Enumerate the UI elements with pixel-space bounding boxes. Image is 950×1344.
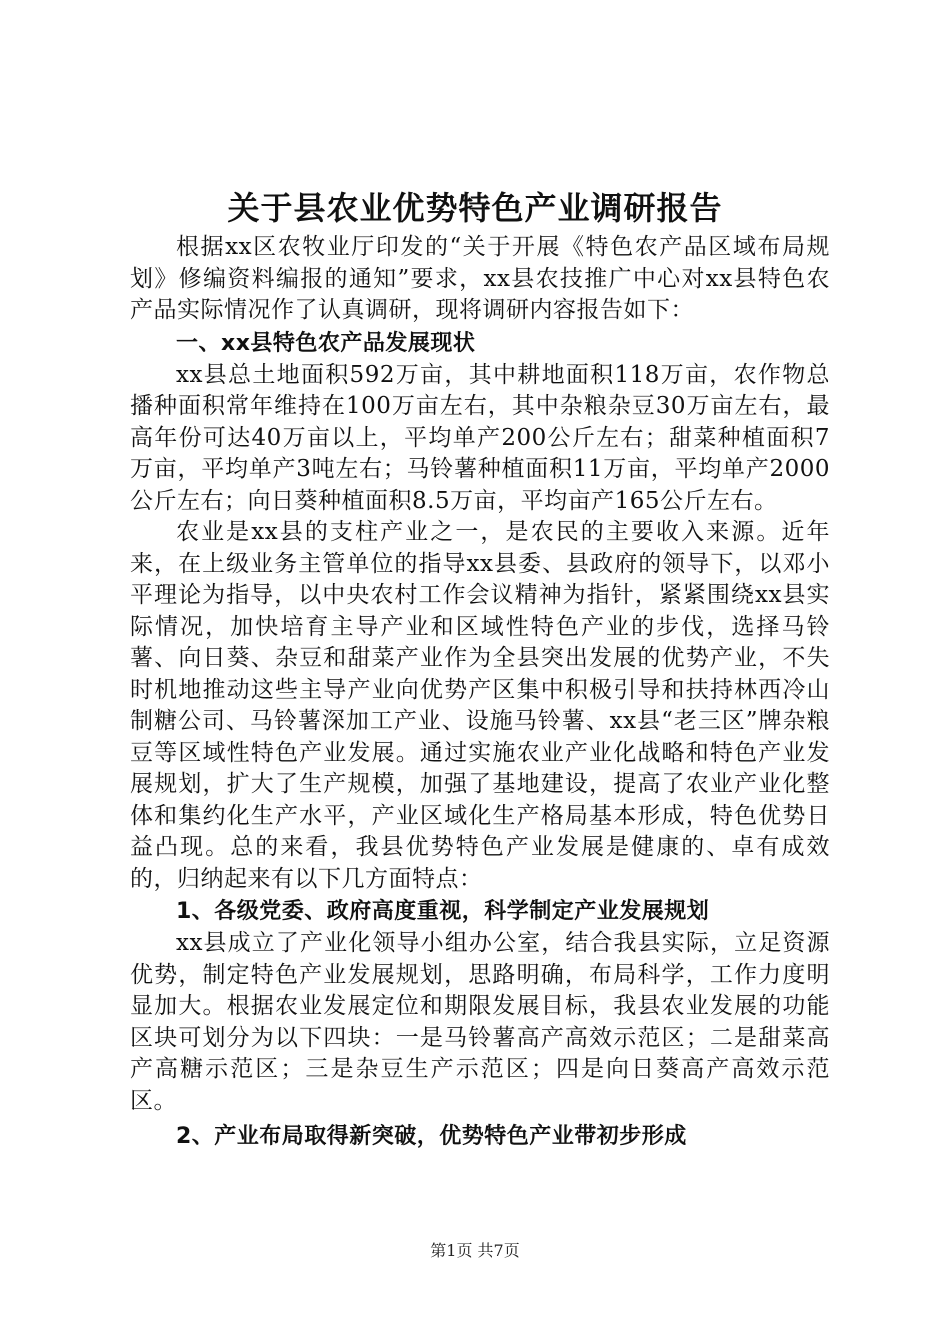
section-heading-1: 一、xx县特色农产品发展现状 — [176, 330, 476, 356]
document-title: 关于县农业优势特色产业调研报告 — [227, 189, 723, 227]
document-body — [130, 232, 830, 1153]
subsection-heading-2: 2、产业布局取得新突破，优势特色产业带初步形成 — [176, 1124, 687, 1149]
paragraph-land-area: xx县总土地面积592万亩，其中耕地面积118万亩，农作物总播种面积常年维持在100万亩左右，其中杂粮杂豆30万亩左右，最高年份可达40万亩以上，平均单产200公斤左右；甜菜种植面积7万亩，平均单产3吨左右；马铃薯种植面积11万亩，平均单产2000公斤左右；向日葵种植面积8.5万亩，平均亩产165公斤左右。 — [130, 361, 830, 514]
intro-paragraph: 根据xx区农牧业厅印发的“关于开展《特色农产品区域布局规划》修编资料编报的通知”要求，xx县农技推广中心对xx县特色农产品实际情况作了认真调研，现将调研内容报告如下： — [130, 234, 830, 323]
paragraph-pillar-industry: 农业是xx县的支柱产业之一，是农民的主要收入来源。近年来，在上级业务主管单位的指导xx县委、县政府的领导下，以邓小平理论为指导，以中央农村工作会议精神为指针，紧紧围绕xx县实际情况，加快培育主导产业和区域性特色产业的步伐，选择马铃薯、向日葵、杂豆和甜菜产业作为全县突出发展的优势产业，不失时机地推动这些主导产业向优势产区集中积极引导和扶持林西冷山制糖公司、马铃薯深加工产业、设施马铃薯、xx县“老三区”牌杂粮豆等区域性特色产业发展。通过实施农业产业化战略和特色产业发展规划，扩大了生产规模，加强了基地建设，提高了农业产业化整体和集约化生产水平，产业区域化生产格局基本形成，特色优势日益凸现。总的来看，我县优势特色产业发展是健康的、卓有成效的，归纳起来有以下几方面特点： — [130, 519, 830, 892]
page-number-footer: 第1页 共7页 — [430, 1241, 520, 1260]
paragraph-planning: xx县成立了产业化领导小组办公室，结合我县实际，立足资源优势，制定特色产业发展规划，思路明确，布局科学，工作力度明显加大。根据农业发展定位和期限发展目标，我县农业发展的功能区块可划分为以下四块：一是马铃薯高产高效示范区；二是甜菜高产高糖示范区；三是杂豆生产示范区；四是向日葵高产高效示范区。 — [130, 930, 830, 1114]
subsection-heading-1: 1、各级党委、政府高度重视，科学制定产业发展规划 — [176, 899, 710, 924]
